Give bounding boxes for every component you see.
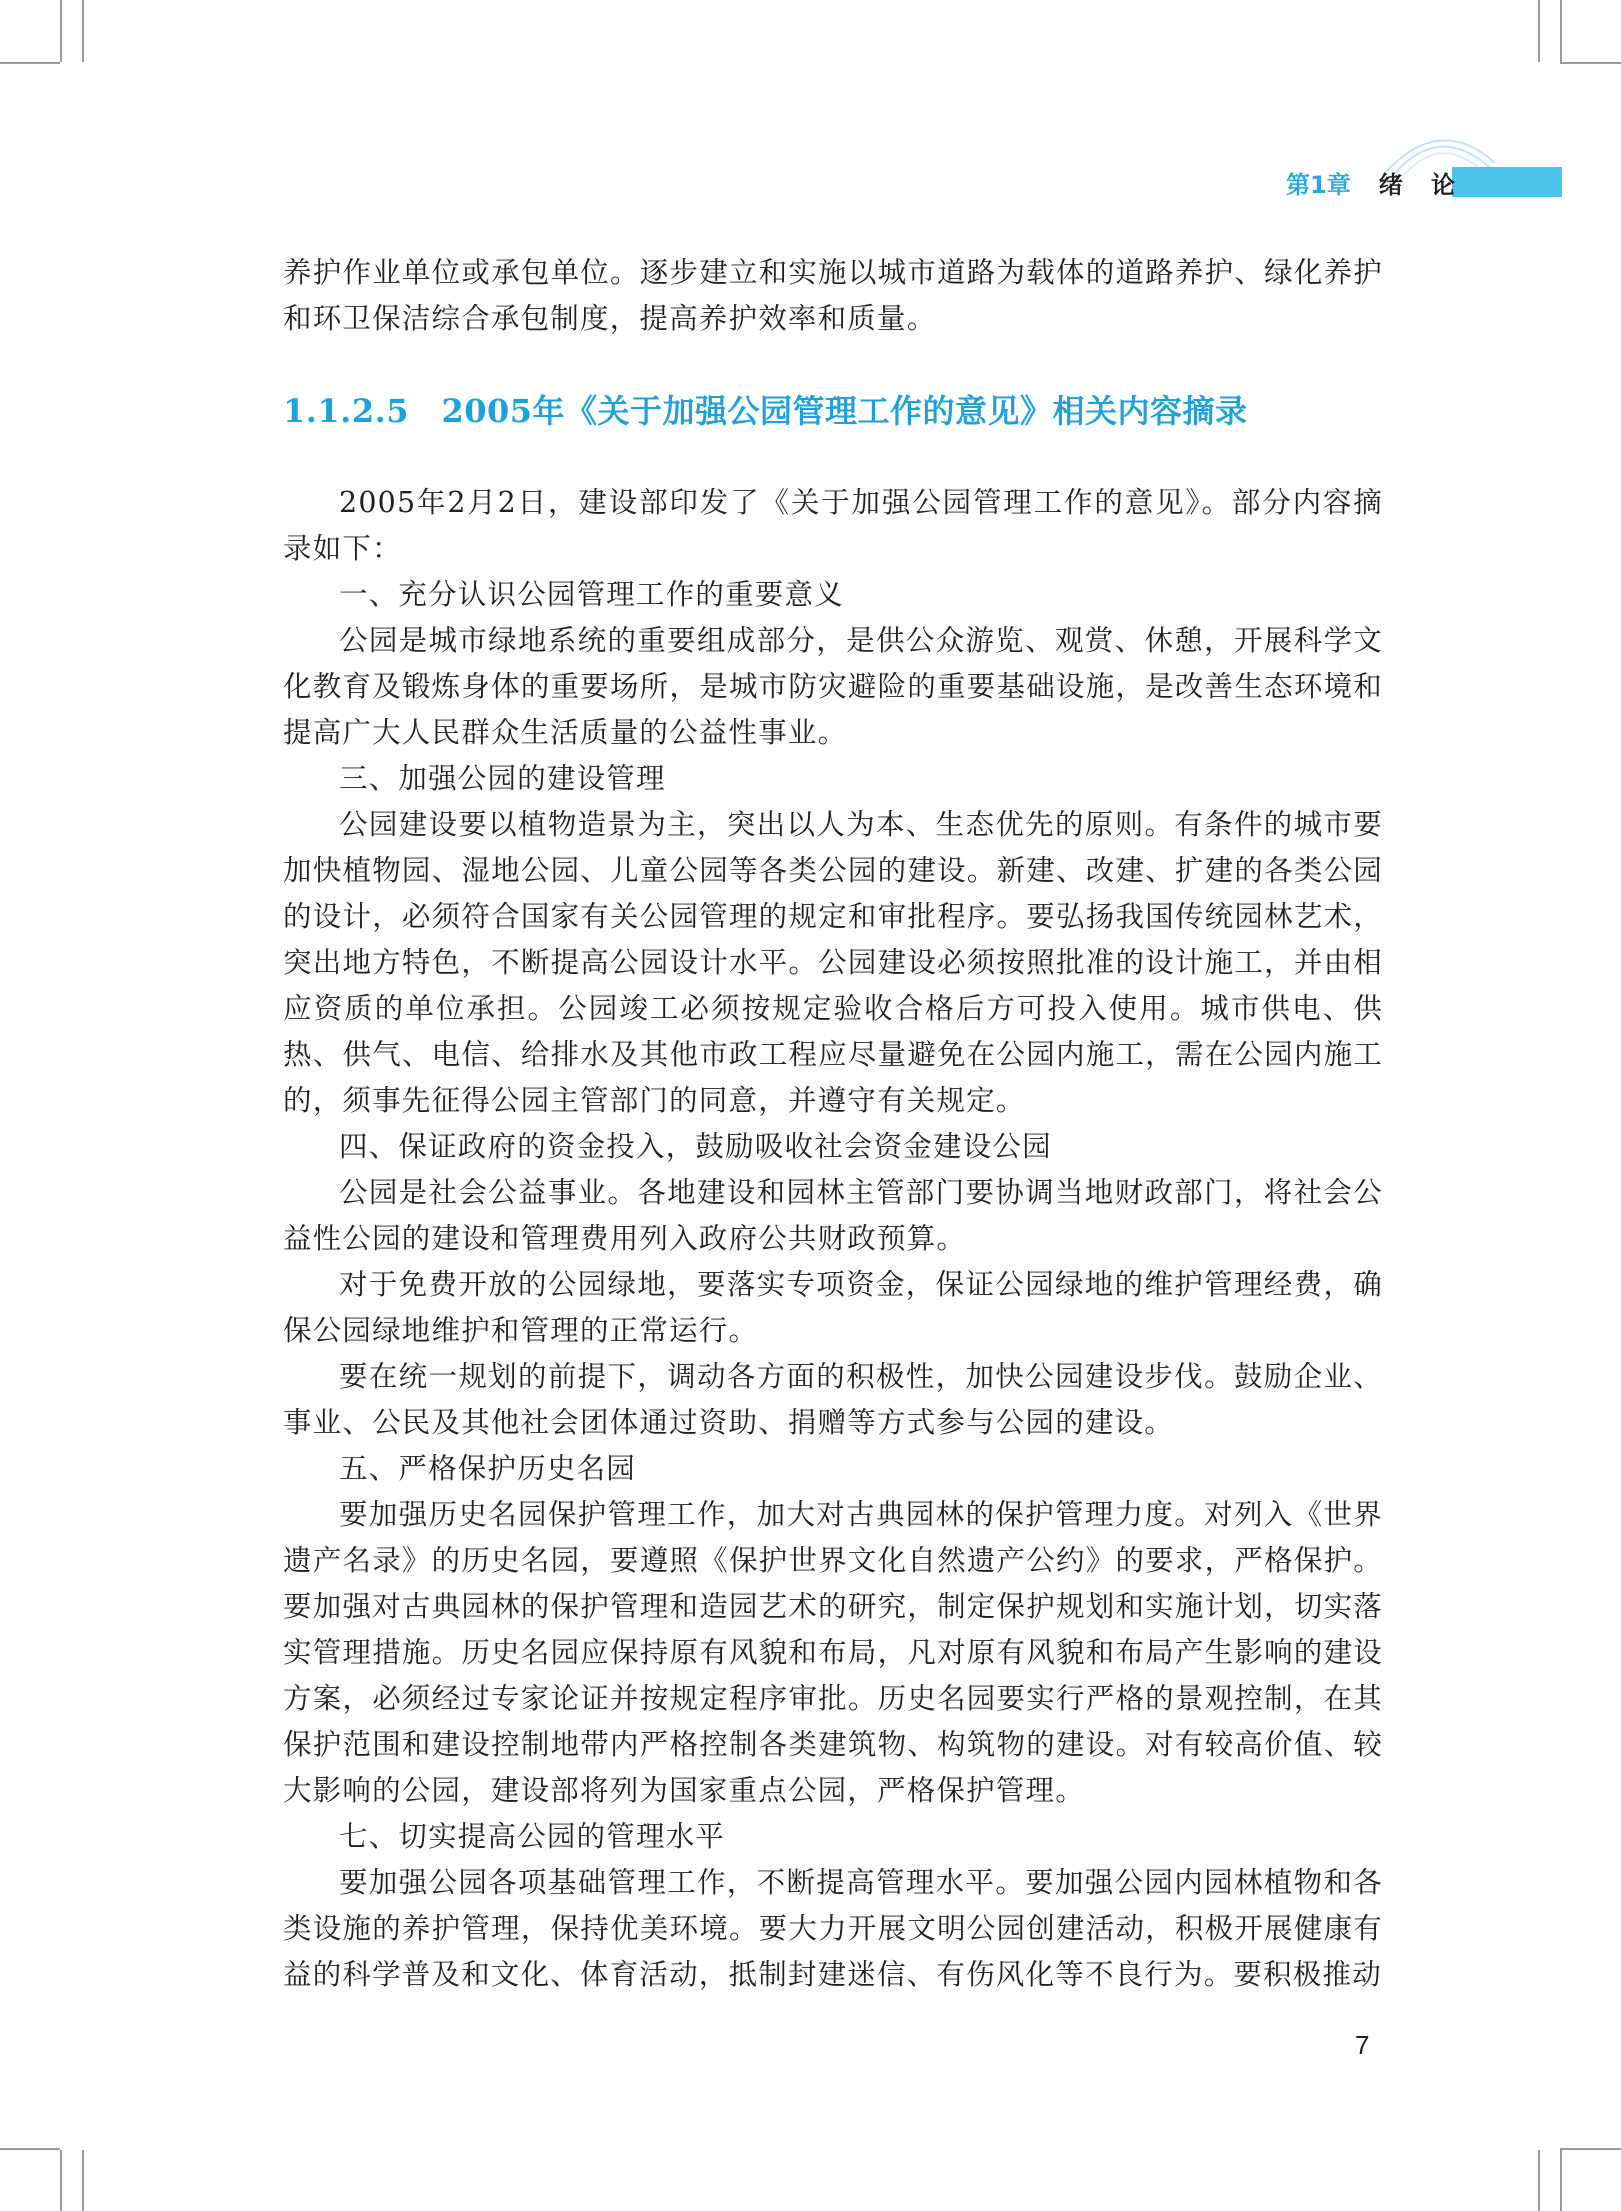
- crop-mark: [1560, 62, 1621, 64]
- body-paragraph: 公园是城市绿地系统的重要组成部分，是供公众游览、观赏、休憩，开展科学文化教育及锻炼身体的重要场所，是城市防灾避险的重要基础设施，是改善生态环境和提高广大人民群众生活质量的公益性事业。: [283, 624, 1383, 749]
- body-paragraph: 2005年2月2日，建设部印发了《关于加强公园管理工作的意见》。部分内容摘录如下：: [283, 486, 1383, 565]
- body-paragraph: 要在统一规划的前提下，调动各方面的积极性，加快公园建设步伐。鼓励企业、事业、公民及其他社会团体通过资助、捐赠等方式参与公园的建设。: [283, 1360, 1383, 1439]
- crop-mark: [60, 0, 62, 62]
- body-paragraph: 要加强历史名园保护管理工作，加大对古典园林的保护管理力度。对列入《世界遗产名录》的历史名园，要遵照《保护世界文化自然遗产公约》的要求，严格保护。要加强对古典园林的保护管理和造园艺术的研究，制定保护规划和实施计划，切实落实管理措施。历史名园应保持原有风貌和布局，凡对原有风貌和布局产生影响的建设方案，必须经过专家论证并按规定程序审批。历史名园要实行严格的景观控制，在其保护范围和建设控制地带内严格控制各类建筑物、构筑物的建设。对有较高价值、较大影响的公园，建设部将列为国家重点公园，严格保护管理。: [283, 1498, 1383, 1807]
- chapter-title: 绪 论: [1378, 170, 1466, 199]
- crop-mark: [1560, 0, 1562, 62]
- crop-mark: [1538, 0, 1540, 62]
- chapter-header: [1286, 167, 1562, 197]
- body-paragraph: 对于免费开放的公园绿地，要落实专项资金，保证公园绿地的维护管理经费，确保公园绿地维护和管理的正常运行。: [283, 1268, 1383, 1347]
- item-heading: 七、切实提高公园的管理水平: [339, 1820, 726, 1853]
- chapter-number: 第1章: [1286, 170, 1351, 199]
- item-heading: 五、严格保护历史名园: [339, 1452, 637, 1485]
- body-paragraph: 公园是社会公益事业。各地建设和园林主管部门要协调当地财政部门，将社会公益性公园的建设和管理费用列入政府公共财政预算。: [283, 1176, 1383, 1255]
- page-number: 7: [1355, 2030, 1370, 2060]
- crop-mark: [1538, 2150, 1540, 2211]
- chapter-bar-fill: [1452, 167, 1562, 197]
- item-heading: 一、充分认识公园管理工作的重要意义: [339, 578, 844, 611]
- item-heading: 四、保证政府的资金投入，鼓励吸收社会资金建设公园: [339, 1130, 1052, 1163]
- crop-mark: [0, 2148, 60, 2150]
- intro-paragraph: 养护作业单位或承包单位。逐步建立和实施以城市道路为载体的道路养护、绿化养护和环卫保洁综合承包制度，提高养护效率和质量。: [283, 256, 1383, 335]
- crop-mark: [1560, 2150, 1562, 2211]
- crop-mark: [60, 2150, 62, 2211]
- body-text: [283, 480, 1383, 1998]
- item-heading: 三、加强公园的建设管理: [339, 762, 666, 795]
- crop-mark: [0, 62, 60, 64]
- crop-mark: [82, 2150, 84, 2211]
- section-heading: 1.1.2.5 2005年《关于加强公园管理工作的意见》相关内容摘录: [283, 392, 1248, 430]
- crop-mark: [1560, 2148, 1621, 2150]
- intro-block: [283, 250, 1383, 342]
- body-paragraph: 公园建设要以植物造景为主，突出以人为本、生态优先的原则。有条件的城市要加快植物园、湿地公园、儿童公园等各类公园的建设。新建、改建、扩建的各类公园的设计，必须符合国家有关公园管理的规定和审批程序。要弘扬我国传统园林艺术，突出地方特色，不断提高公园设计水平。公园建设必须按照批准的设计施工，并由相应资质的单位承担。公园竣工必须按规定验收合格后方可投入使用。城市供电、供热、供气、电信、给排水及其他市政工程应尽量避免在公园内施工，需在公园内施工的，须事先征得公园主管部门的同意，并遵守有关规定。: [283, 808, 1383, 1117]
- crop-mark: [82, 0, 84, 62]
- body-paragraph: 要加强公园各项基础管理工作，不断提高管理水平。要加强公园内园林植物和各类设施的养护管理，保持优美环境。要大力开展文明公园创建活动，积极开展健康有益的科学普及和文化、体育活动，抵制封建迷信、有伤风化等不良行为。要积极推动: [283, 1866, 1383, 1991]
